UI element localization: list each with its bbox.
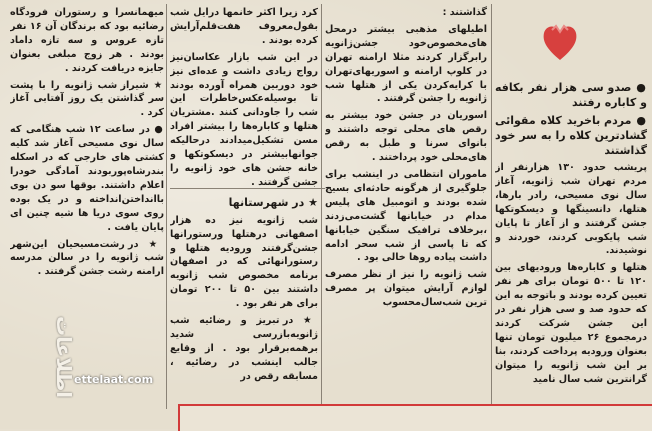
column-1 [495, 80, 647, 390]
paragraph: اطیلهای مذهبی بیشتر درمحل های‌مخصوص‌خود جشن‌ژانویه رابرگزار کردند مثلا ارامنه تهران در کلوپ ارامنه و اسوریهای‌تهران با کرایه‌کردن یکی از هتلها شب ژانویه را جشن گرفتند . [325, 23, 487, 105]
paragraph: ماموران انتظامی در اینشب برای جلوگیری از هرگونه حادثه‌ای بسیج شده بودند و اتومبیل های پلیس مدام در خیابانها گشت‌می‌زدند ،برخلاف ترافیک سنگین خیابانها که تا پاسی از شب سحر ادامه داشت پیاده روها خالی بود . [325, 168, 487, 264]
paragraph: ★ شیراز شب ژانویه را با پشت سر گذاشتن یک روز آفتابی آغاز کرد . [10, 79, 164, 121]
column-3 [170, 6, 318, 387]
column-2 [325, 6, 487, 313]
headline-a: ● صدو سی هزار نفر بکافه و کاباره رفتند [495, 80, 647, 110]
column-4 [10, 6, 164, 282]
paragraph: اسوریان در جشن خود بیشتر به رقص های محلی توجه داشتند و بانوای سرنا و طبل به رقص های‌محلی خود پرداختند . [325, 110, 487, 164]
heart-emblem-icon [540, 20, 580, 64]
subheading-provinces: ★ در شهرستانها [170, 196, 318, 210]
paragraph: کرد زیرا اکثر خانمها درایل شب بقول‌معروف هفت‌قلم‌آرایش کرده بودند . [170, 7, 318, 46]
paragraph: شب ژانویه را نیز از نظر مصرف لوازم آرایش میتوان پر مصرف ترین شب‌سال‌محسوب [325, 269, 487, 309]
paragraph: ★ در رشت‌مسیحیان این‌شهر شب ژانویه را در سالن مدرسه ارامنه رشت جشن گرفتند . [10, 238, 164, 280]
headline-b: ● مردم باخرید کلاه مقوائی گشادترین کلاه را به سر خود گذاشتند [495, 113, 647, 158]
ettelaat-logo: اطلاعات [52, 315, 76, 398]
paragraph: گذاشتند : [442, 7, 487, 18]
paragraph: ★ در تبریز و رضائیه شب ژانویه‌بازرسی شدید برهمه‌برقرار بود . از وقایع جالب اینشب در رضائیه ، مسابقه رقص در [170, 314, 318, 384]
watermark-site: ettelaat.com [74, 373, 154, 386]
paragraph: شب ژانویه نیز ده هزار اصفهانی درهتلها ورستورانها جشن‌گرفتند ورودیه هتلها و رستورانهائی که در اصفهان برنامه مخصوص شب ژانویه داشتند بین ۵۰ تا ۲۰۰ تومان برای هر نفر بود . [170, 214, 318, 310]
next-article-box [178, 404, 652, 431]
column-rule [491, 4, 492, 409]
paragraph: در این شب بازار عکاسان‌نیز رواج زیادی داشت و عده‌ای نیز خود دوربین همراه آورده بودند تا بوسیله‌عکس‌خاطرات این شب را جاودانی کنند .مشتریان هتلها و کاباره‌ها را بیشتر افراد مسن تشکیل‌میدادند درحالیکه جوانها‌بیشتر در دیسکوتکها و خانه جشن های خود ژانویه را جشن گرفتند . [170, 51, 318, 188]
paragraph: ● در ساعت ۱۲ شب هنگامی که سال نوی مسیحی آغاز شد کلیه کشتی های خارجی که در اسکله بندرشاه‌پوربودند آمادگی خودرا اعلام داشتند. بوقها سو‌ دن بوی با‌انداختن‌انداخته و در یک بوده‌ روی سوی دریا ها شیه چنین ای پایان یافت . [10, 123, 164, 234]
column-rule [321, 4, 322, 409]
paragraph: میهمانسرا و رستوران فرودگاه رضائیه بود که برندگان آن ۱۶ نفر تازه عروس و سه تازه داماد بودند . هر زوج مبلغی بعنوان جایزه دریافت کردند . [10, 7, 164, 74]
paragraph: هتلها و کاباره‌ها ورودیهای بین ۱۲۰ تا ۵۰۰ تومان برای هر نفر تعیین کرده بودند و باتوجه به این که حدود صد و سی هزار نفر در این جشن شرکت کردند درمجموع ۲۶ میلیون تومان تنها بعنوان ورودیه پرداخت کردند، بنا بر این شب ژانویه را میتوان گرانترین شب سال نامید [495, 262, 647, 385]
column-rule [166, 4, 167, 409]
paragraph: پریشب حدود ۱۳۰ هزارنفر از مردم تهران شب ژانویه، آغاز سال نوی مسیحی، رادر بارها، هتلها، دانسینگها و دیسکوتکها جشن گرفتند و از آغاز تا پایان شب پایکوبی کردند، خوردند و نوشیدند. [495, 162, 647, 257]
